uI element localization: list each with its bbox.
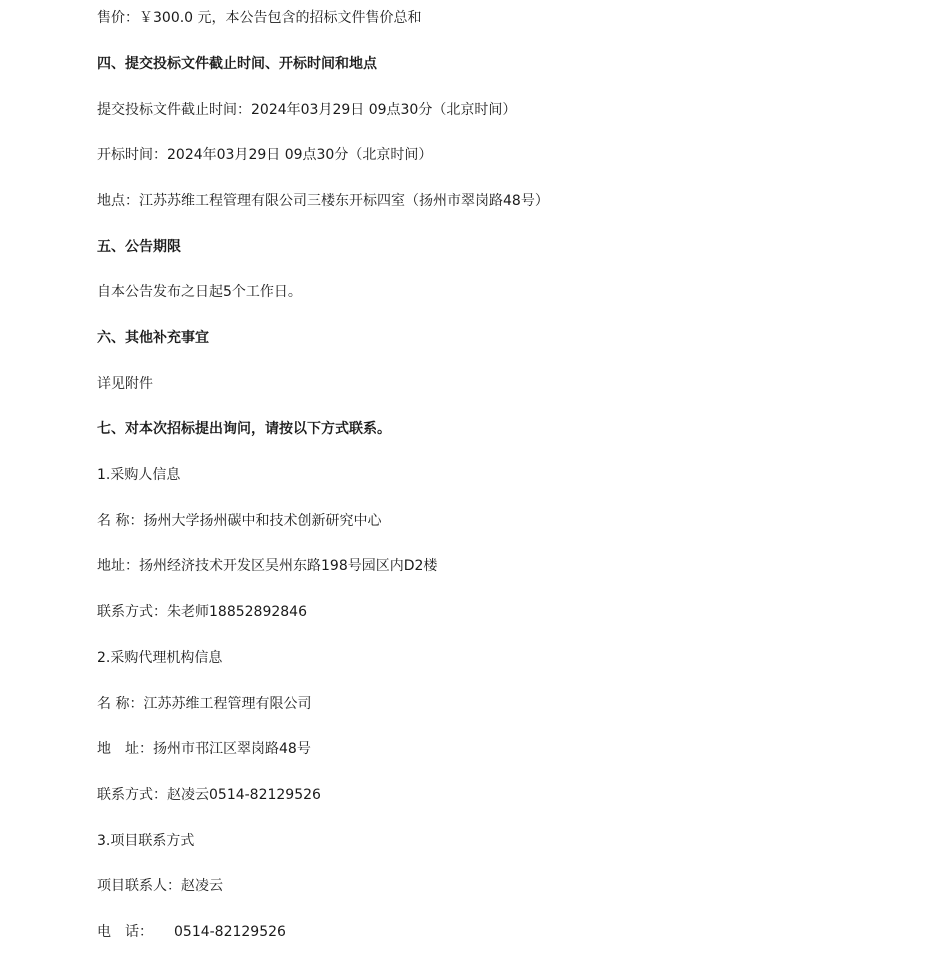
section-7-heading: 七、对本次招标提出询问，请按以下方式联系。 bbox=[97, 421, 391, 437]
section-6-heading: 六、其他补充事宜 bbox=[97, 330, 209, 346]
location-line: 地点：江苏苏维工程管理有限公司三楼东开标四室（扬州市翠岗路48号） bbox=[97, 193, 549, 209]
purchaser-info-heading: 1.采购人信息 bbox=[97, 467, 181, 483]
purchaser-name-line: 名 称：扬州大学扬州碳中和技术创新研究中心 bbox=[97, 513, 382, 529]
agency-address-line: 地 址：扬州市邗江区翠岗路48号 bbox=[97, 741, 311, 757]
price-line: 售价：￥300.0 元，本公告包含的招标文件售价总和 bbox=[97, 10, 422, 26]
agency-info-heading: 2.采购代理机构信息 bbox=[97, 650, 223, 666]
see-attachment-line: 详见附件 bbox=[97, 376, 153, 392]
purchaser-contact-line: 联系方式：朱老师18852892846 bbox=[97, 604, 307, 620]
section-5-heading: 五、公告期限 bbox=[97, 239, 181, 255]
purchaser-address-line: 地址：扬州经济技术开发区吴州东路198号园区内D2楼 bbox=[97, 558, 438, 574]
agency-name-line: 名 称：江苏苏维工程管理有限公司 bbox=[97, 696, 312, 712]
project-phone-line: 电 话： 0514-82129526 bbox=[97, 924, 286, 940]
section-4-heading: 四、提交投标文件截止时间、开标时间和地点 bbox=[97, 56, 377, 72]
agency-contact-line: 联系方式：赵凌云0514-82129526 bbox=[97, 787, 321, 803]
opening-time-line: 开标时间：2024年03月29日 09点30分（北京时间） bbox=[97, 147, 433, 163]
announcement-period-line: 自本公告发布之日起5个工作日。 bbox=[97, 284, 302, 300]
project-contact-person-line: 项目联系人：赵凌云 bbox=[97, 878, 223, 894]
submission-deadline-line: 提交投标文件截止时间：2024年03月29日 09点30分（北京时间） bbox=[97, 102, 517, 118]
project-contact-heading: 3.项目联系方式 bbox=[97, 833, 195, 849]
